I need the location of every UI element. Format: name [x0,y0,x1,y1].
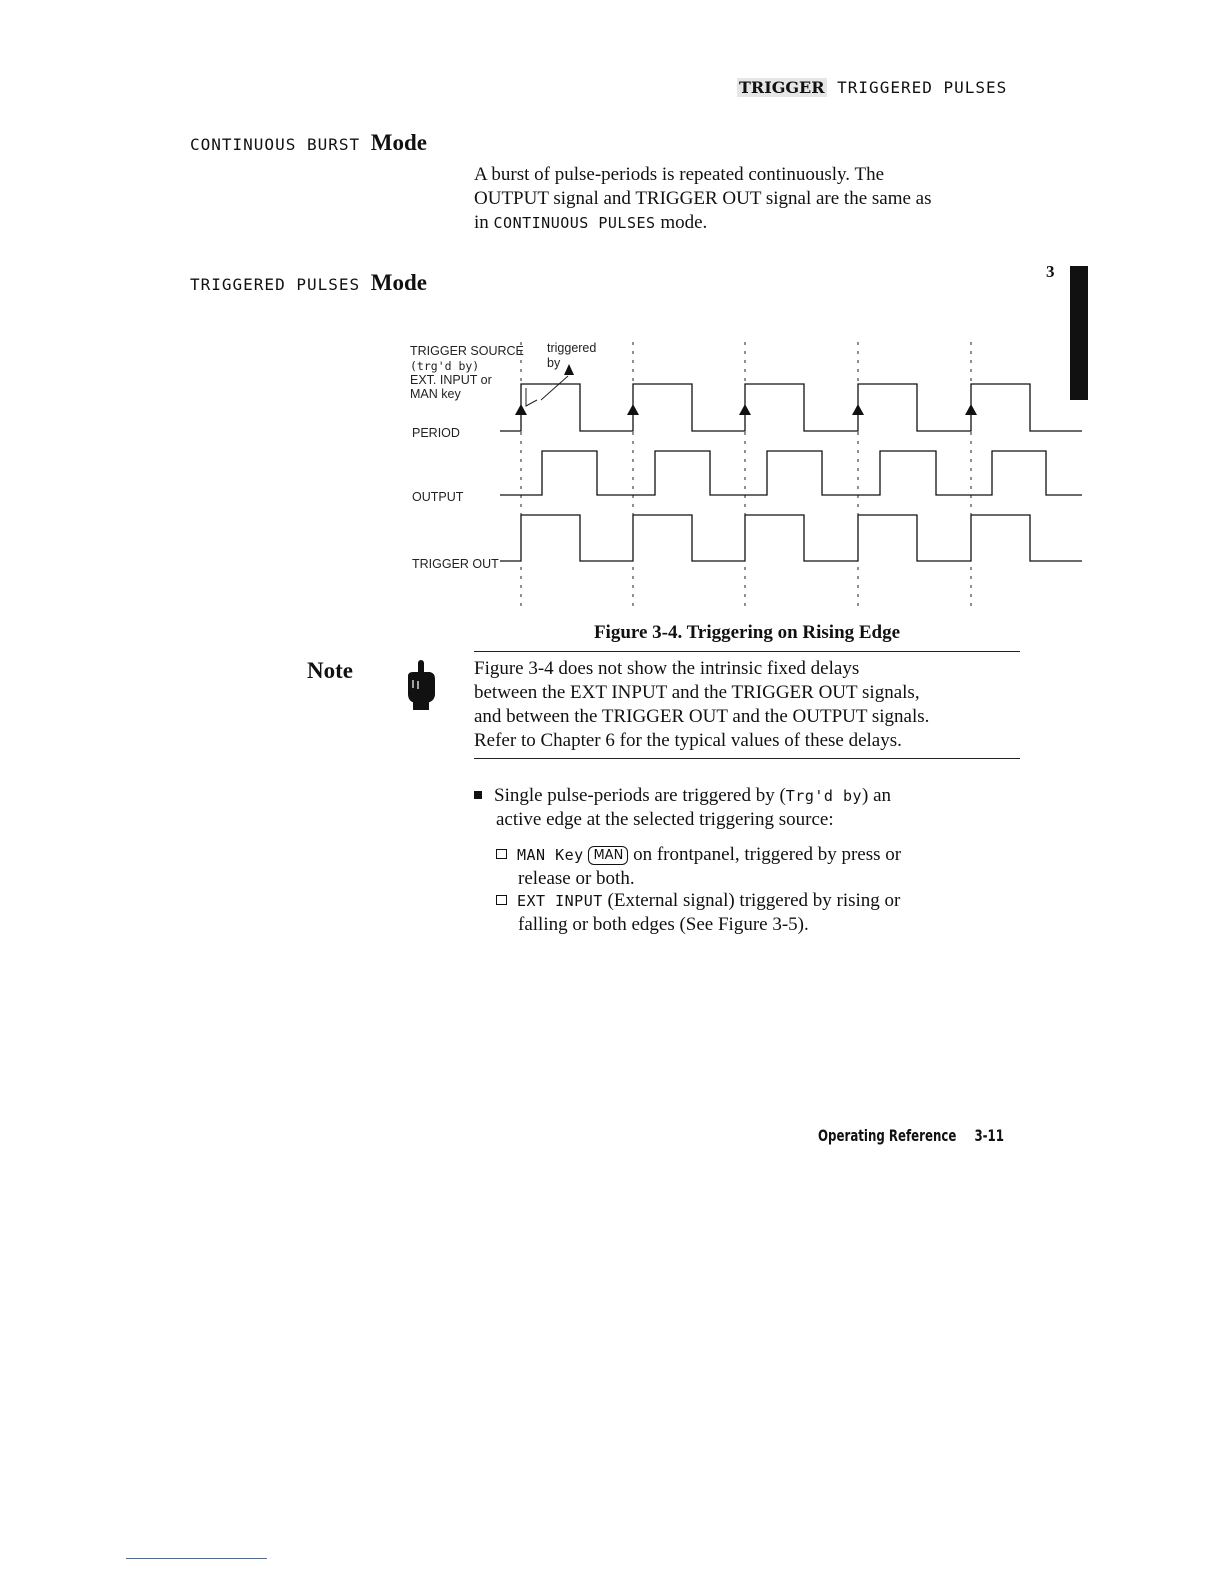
note-label: Note [307,658,353,683]
bullet-main-line1 [474,784,891,808]
note-line: Refer to Chapter 6 for the typical values of these delays. [474,730,902,751]
triggered-pointer-line [541,376,568,400]
label-man-key: MAN key [410,387,461,401]
page-footer [818,1126,1004,1145]
pointing-hand-icon [404,660,438,712]
trgd-by-mono: Trg'd by [785,787,863,805]
bullet-sub-ext-line2: falling or both edges (See Figure 3-5). [518,914,809,935]
running-header [737,78,1007,97]
bullet-sub-man-line1 [496,843,901,867]
hollow-square-bullet-icon [496,849,507,859]
footnote-rule [126,1558,267,1559]
ext-input-mono: EXT INPUT [517,892,603,910]
label-ext-input: EXT. INPUT or [410,373,492,387]
trigger-marker-lines [521,342,971,612]
note-line: and between the TRIGGER OUT and the OUTPUT signals. [474,706,930,727]
burst-mode-heading [190,130,427,156]
burst-mode-title-word: Mode [370,130,427,155]
triggered-mode-title-word: Mode [370,270,427,295]
bullet-sub-ext [496,889,900,937]
trigger-out-waveform [500,515,1082,561]
note-text [474,657,1034,753]
label-trigger-out: TRIGGER OUT [412,557,499,571]
label-output: OUTPUT [412,490,464,504]
burst-para-line: OUTPUT signal and TRIGGER OUT signal are the same as [474,188,932,209]
footer-section: Operating Reference [818,1126,957,1145]
header-rest: TRIGGERED PULSES [837,78,1008,97]
rising-edge-arrows [515,364,977,415]
timing-diagram [400,330,1090,615]
figure-caption: Figure 3-4. Triggering on Rising Edge [593,622,901,643]
bullet-main-prefix: Single pulse-periods are triggered by ( [494,785,786,806]
burst-mode-paragraph [474,163,1034,235]
burst-para-suffix: mode. [655,212,708,233]
hollow-square-bullet-icon [496,895,507,905]
triggered-by-arrow [564,364,574,375]
note-rule-bottom [474,758,1020,759]
burst-mode-mono-title: CONTINUOUS BURST [190,135,361,154]
header-highlight: TRIGGER [739,78,825,97]
label-by: by [547,356,561,370]
trigger-source-bracket [526,388,537,406]
man-key-mono: MAN Key [517,846,584,864]
bullet-sub-ext-suffix: (External signal) triggered by rising or [602,890,901,911]
period-waveform [500,384,1082,431]
bullet-main-line2: active edge at the selected triggering source: [496,809,834,830]
footer-page-number: 3-11 [974,1126,1004,1145]
continuous-pulses-mono: CONTINUOUS PULSES [493,214,656,232]
man-key-cap: MAN [588,846,628,865]
bullet-sub-man [496,843,901,891]
bullet-main-suffix: ) an [862,785,892,806]
note-line: Figure 3-4 does not show the intrinsic fixed delays [474,658,860,679]
figure-rule-top [474,651,1020,652]
burst-para-prefix: in [474,212,494,233]
label-triggered: triggered [547,341,597,355]
burst-para-line [474,211,1034,235]
triggered-mode-heading [190,270,427,296]
bullet-main [474,784,891,832]
burst-para-line: A burst of pulse-periods is repeated continuously. The [474,164,885,185]
bullet-sub-man-suffix: on frontpanel, triggered by press or [628,844,902,865]
label-trgd-by: (trg'd by) [410,359,480,373]
square-bullet-icon [474,791,482,799]
output-waveform [500,451,1082,495]
bullet-sub-man-line2: release or both. [518,868,635,889]
note-line: between the EXT INPUT and the TRIGGER OUT signals, [474,682,920,703]
label-trigger-source: TRIGGER SOURCE [410,344,524,358]
bullet-sub-ext-line1 [496,889,900,913]
chapter-tab-number: 3 [1046,262,1055,281]
triggered-mode-mono-title: TRIGGERED PULSES [190,275,361,294]
label-period: PERIOD [412,426,460,440]
